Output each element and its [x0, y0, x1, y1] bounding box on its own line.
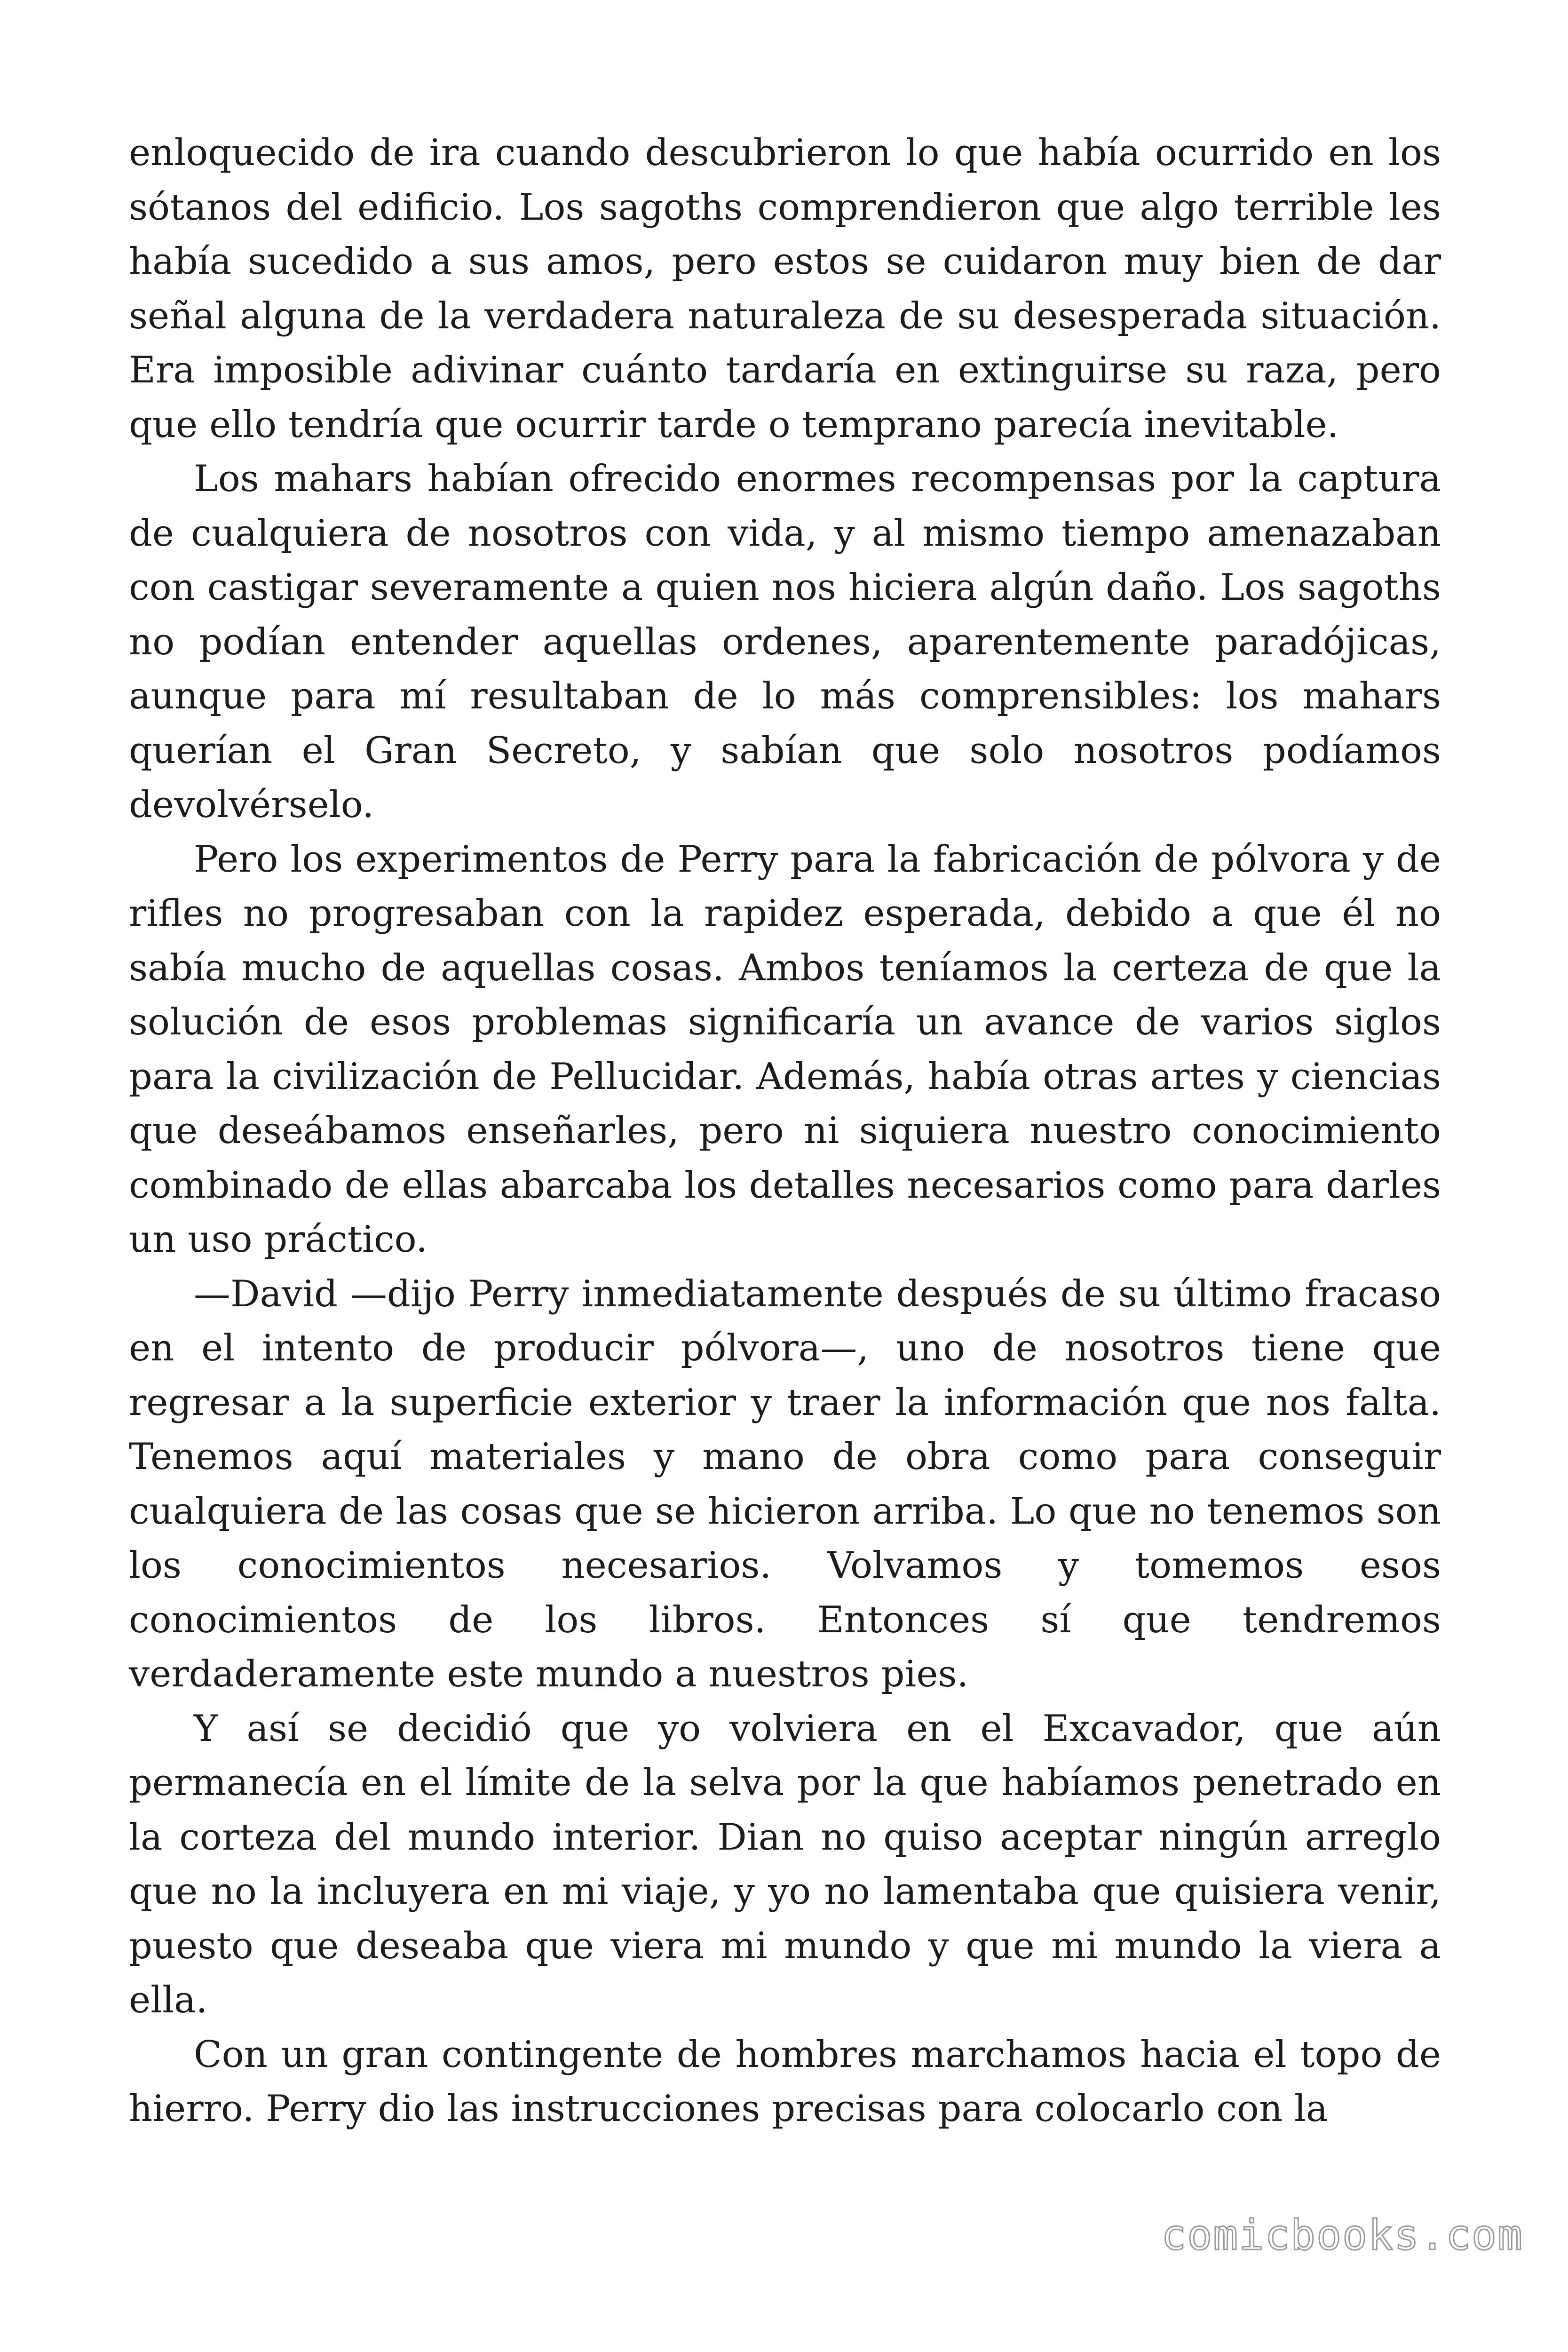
page-body: [129, 126, 1441, 2137]
paragraph-continuation: enloquecido de ira cuando descubrieron lo que había ocurrido en los sótanos del edificio. Los sagoths comprendieron que algo terrible les había sucedido a sus amos, pero estos se cuidaron muy bien de dar señal alguna de la verdadera naturaleza de su desesperada situación. Era imposible adivinar cuánto tardaría en extinguirse su raza, pero que ello tendría que ocurrir tarde o temprano parecía inevitable.: [129, 132, 1441, 446]
paragraph: Con un gran contingente de hombres marchamos hacia el topo de hierro. Perry dio las instrucciones precisas para colocarlo con la: [129, 2033, 1441, 2130]
paragraph: Pero los experimentos de Perry para la fabricación de pólvora y de rifles no progresaban con la rapidez esperada, debido a que él no sabía mucho de aquellas cosas. Ambos teníamos la certeza de que la solución de esos problemas significaría un avance de varios siglos para la civilización de Pellucidar. Además, había otras artes y ciencias que deseábamos enseñarles, pero ni siquiera nuestro conocimiento combinado de ellas abarcaba los detalles necesarios como para darles un uso práctico.: [129, 838, 1441, 1261]
paragraph: Los mahars habían ofrecido enormes recompensas por la captura de cualquiera de nosotros con vida, y al mismo tiempo amenazaban con castigar severamente a quien nos hiciera algún daño. Los sagoths no podían entender aquellas ordenes, aparentemente paradójicas, aunque para mí resultaban de lo más comprensibles: los mahars querían el Gran Secreto, y sabían que solo nosotros podíamos devolvérselo.: [129, 458, 1441, 826]
paragraph: Y así se decidió que yo volviera en el Excavador, que aún permanecía en el límite de la selva por la que habíamos penetrado en la corteza del mundo interior. Dian no quiso aceptar ningún arreglo que no la incluyera en mi viaje, y yo no lamentaba que quisiera venir, puesto que deseaba que viera mi mundo y que mi mundo la viera a ella.: [129, 1707, 1441, 2021]
paragraph: —David —dijo Perry inmediatamente después de su último fracaso en el intento de producir pólvora—, uno de nosotros tiene que regresar a la superficie exterior y traer la información que nos falta. Tenemos aquí materiales y mano de obra como para conseguir cualquiera de las cosas que se hicieron arriba. Lo que no tenemos son los conocimientos necesarios. Volvamos y tomemos esos conocimientos de los libros. Entonces sí que tendremos verdaderamente este mundo a nuestros pies.: [129, 1272, 1441, 1695]
watermark: comicbooks.com: [1161, 2211, 1523, 2259]
